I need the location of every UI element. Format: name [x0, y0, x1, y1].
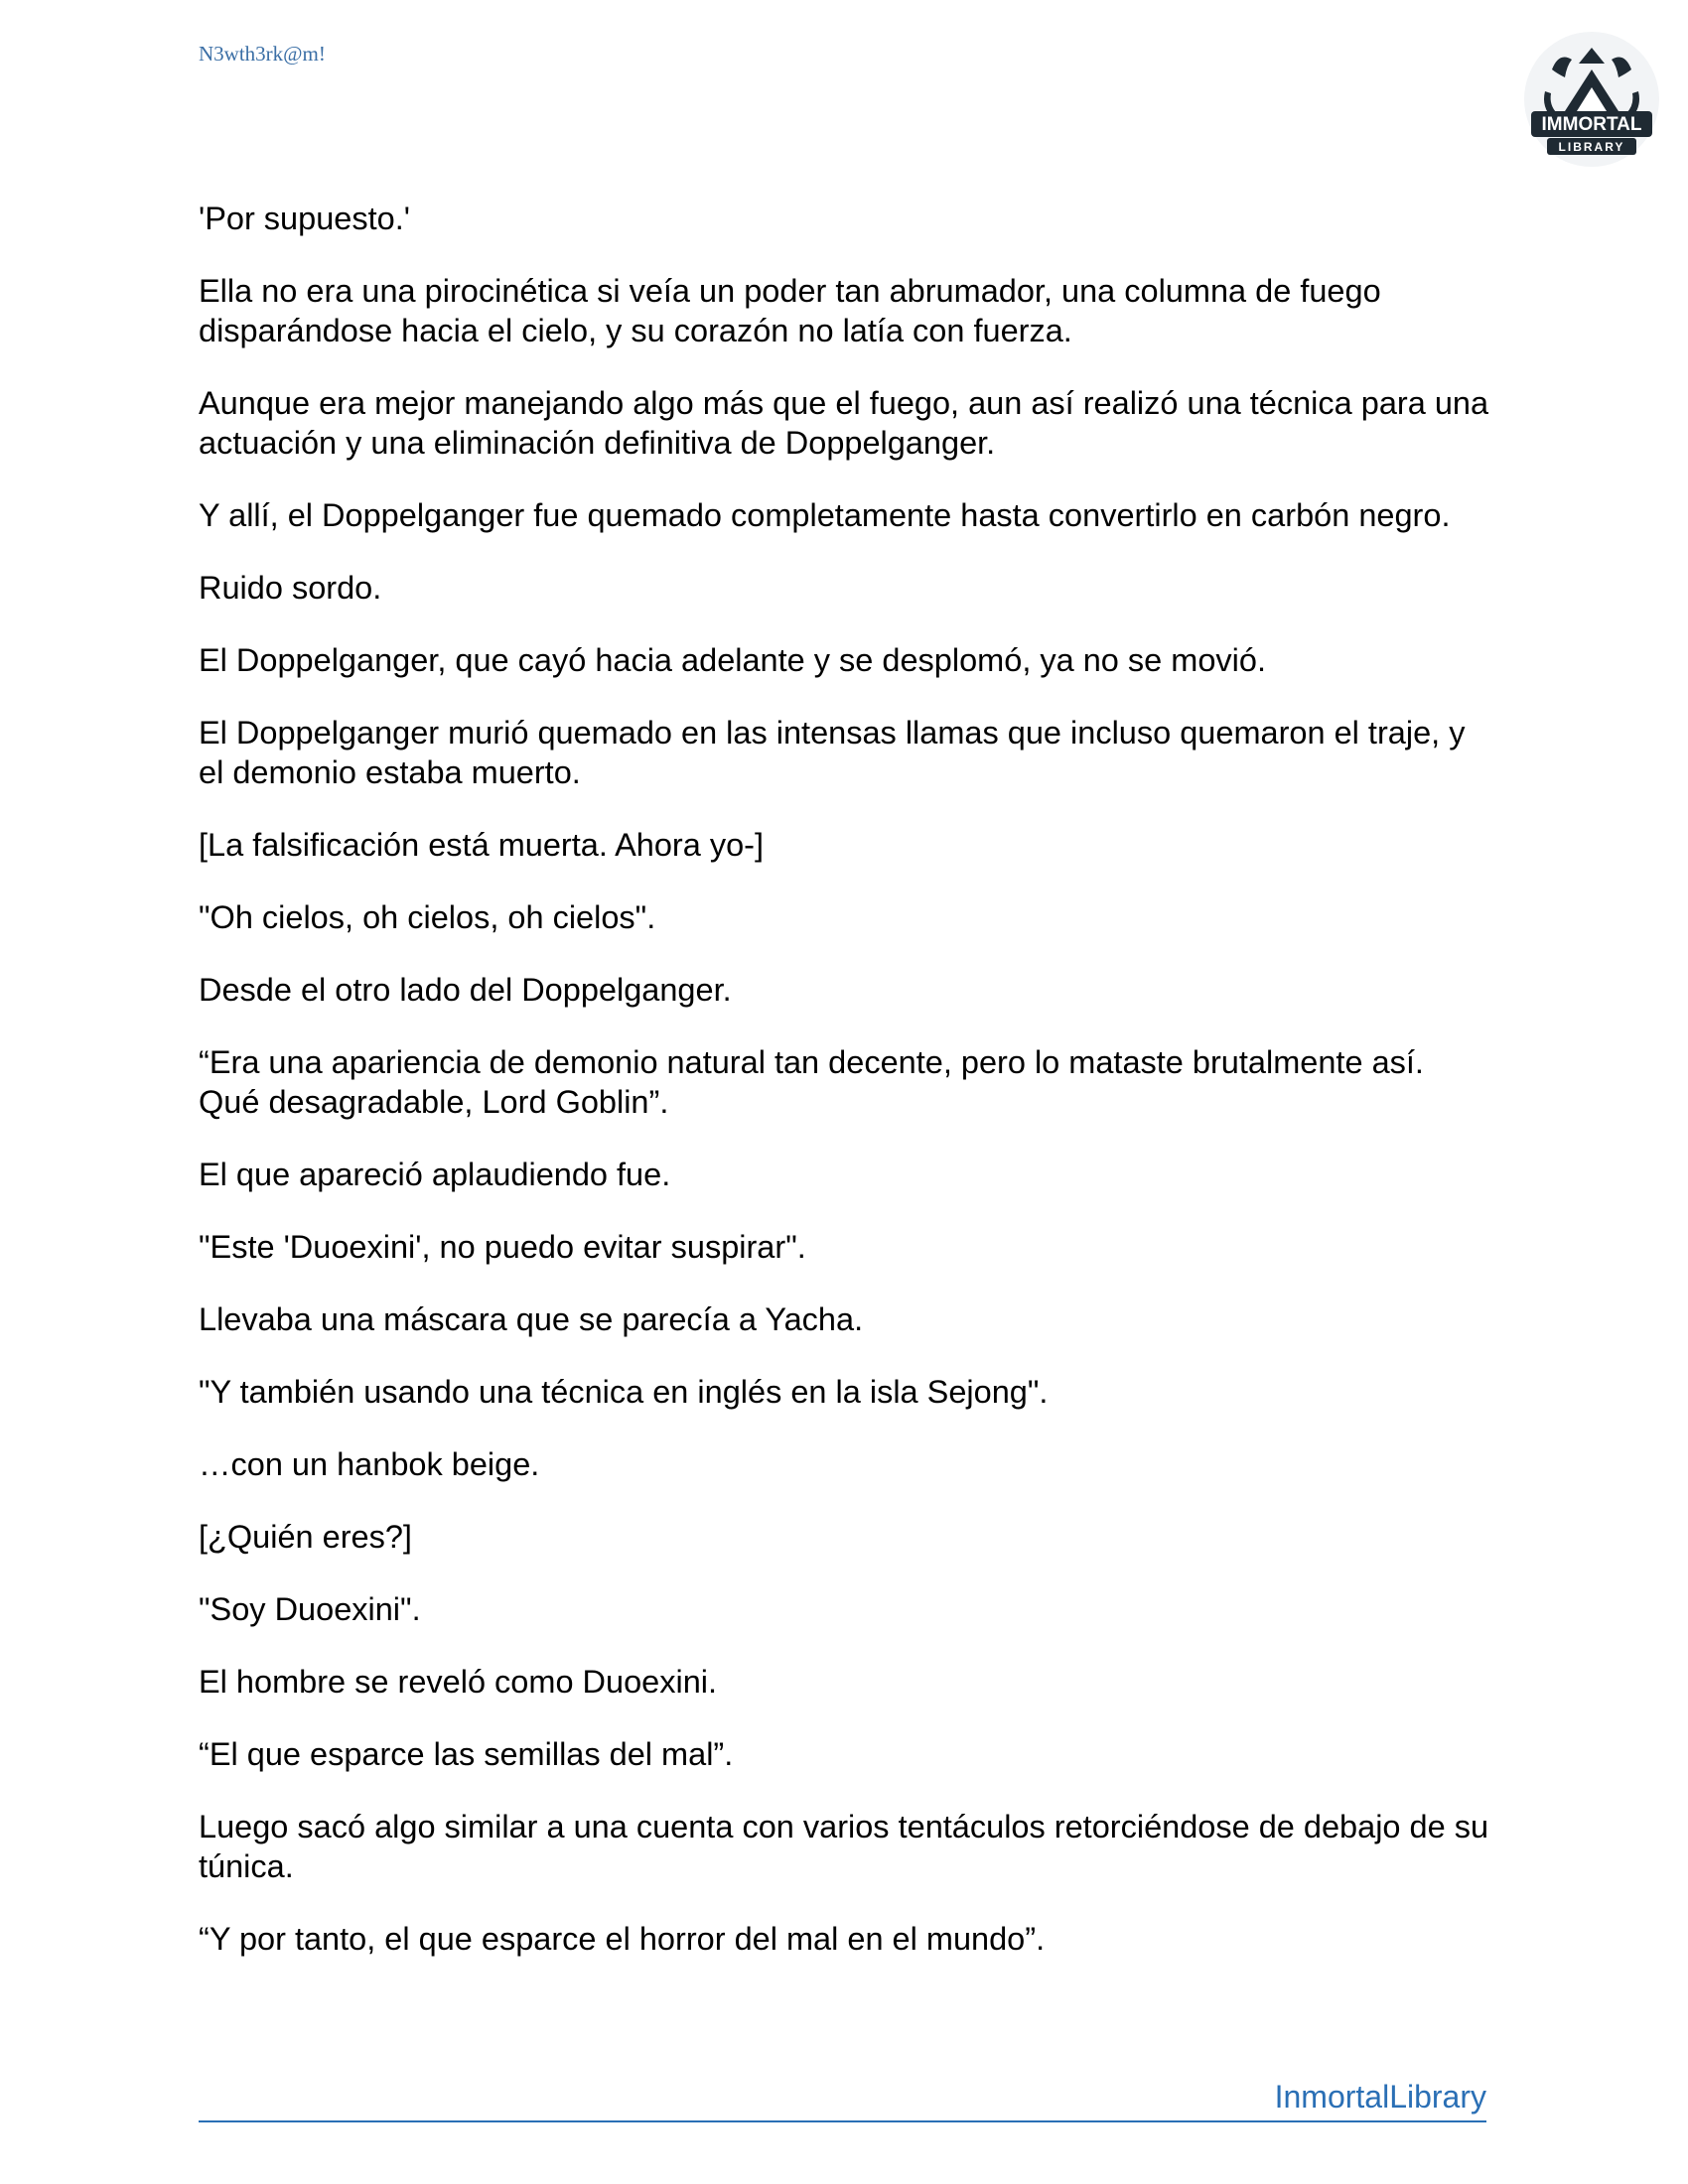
paragraph: El hombre se reveló como Duoexini.	[199, 1664, 718, 1700]
watermark-text: N3wth3rk@m!	[199, 42, 326, 66]
paragraph: "Oh cielos, oh cielos, oh cielos".	[199, 899, 656, 935]
logo-title: IMMORTAL	[1541, 114, 1642, 135]
paragraph: “Y por tanto, el que esparce el horror del mal en el mundo”.	[199, 1921, 1046, 1957]
paragraph: Llevaba una máscara que se parecía a Yacha.	[199, 1301, 864, 1337]
paragraph: …con un hanbok beige.	[199, 1446, 540, 1482]
paragraph: Ella no era una pirocinética si veía un poder tan abrumador, una columna de fuego disparándose hacia el cielo, y su corazón no latía con fuerza.	[199, 273, 1381, 348]
paragraph: El Doppelganger, que cayó hacia adelante y se desplomó, ya no se movió.	[199, 642, 1266, 678]
footer-link[interactable]: InmortalLibrary	[1274, 2079, 1486, 2115]
paragraph: [¿Quién eres?]	[199, 1519, 412, 1555]
paragraph: Desde el otro lado del Doppelganger.	[199, 972, 732, 1008]
paragraph: [La falsificación está muerta. Ahora yo-]	[199, 827, 765, 863]
paragraph: "Este 'Duoexini', no puedo evitar suspirar".	[199, 1229, 806, 1265]
paragraph: Aunque era mejor manejando algo más que el fuego, aun así realizó una técnica para una actuación y una eliminación definitiva de Doppelganger.	[199, 385, 1489, 461]
immortal-library-logo	[1517, 30, 1666, 169]
paragraph: Luego sacó algo similar a una cuenta con varios tentáculos retorciéndose de debajo de su túnica.	[199, 1809, 1489, 1884]
paragraph: El Doppelganger murió quemado en las intensas llamas que incluso quemaron el traje, y el demonio estaba muerto.	[199, 715, 1466, 790]
paragraph: "Y también usando una técnica en inglés en la isla Sejong".	[199, 1374, 1049, 1410]
footer	[199, 2075, 1486, 2122]
paragraph: El que apareció aplaudiendo fue.	[199, 1157, 671, 1192]
paragraph: “Era una apariencia de demonio natural tan decente, pero lo mataste brutalmente así. Qué desagradable, Lord Goblin”.	[199, 1044, 1424, 1120]
paragraph: Ruido sordo.	[199, 570, 382, 606]
paragraph: 'Por supuesto.'	[199, 201, 410, 236]
chapter-body	[199, 199, 1489, 1991]
paragraph: "Soy Duoexini".	[199, 1591, 421, 1627]
logo-subtitle: LIBRARY	[1558, 140, 1625, 154]
paragraph: “El que esparce las semillas del mal”.	[199, 1736, 734, 1772]
paragraph: Y allí, el Doppelganger fue quemado completamente hasta convertirlo en carbón negro.	[199, 497, 1451, 533]
